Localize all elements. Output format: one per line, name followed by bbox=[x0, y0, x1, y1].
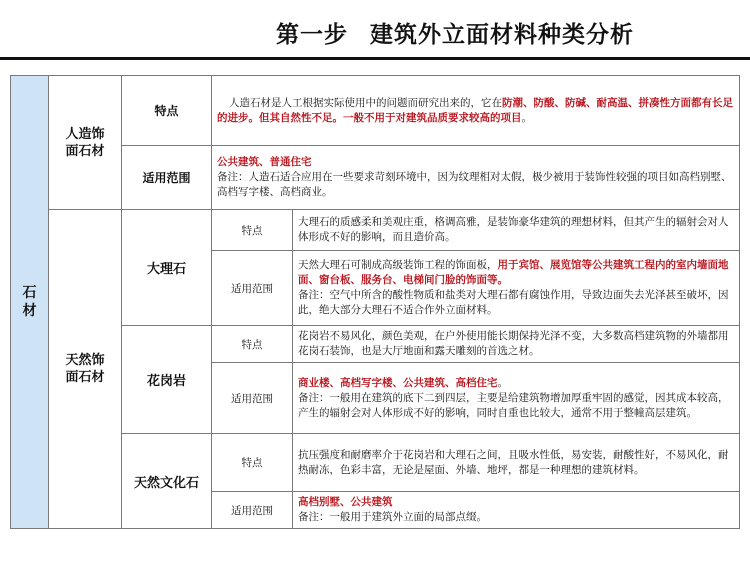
note-text: 备注：一般用在建筑的底下二到四层，主要是给建筑物增加厚重牢固的感觉，因其成本较高，产生的辐射会对人体形成不好的影响，同时自重也比较大，通常不用于整幢高层建筑。 bbox=[298, 391, 729, 419]
category-name-line: 面石材 bbox=[65, 143, 105, 159]
category-name-line: 人造饰 bbox=[65, 126, 105, 142]
text-segment: 人造石材是人工根据实际使用中的问题而研究出来的，它在 bbox=[229, 96, 502, 109]
page-title bbox=[276, 16, 634, 49]
title-text: 建筑外立面材料种类分析 bbox=[370, 22, 634, 48]
note-text: 备注：一般用于建筑外立面的局部点缀。 bbox=[298, 511, 487, 523]
culture-stone-scope-text bbox=[293, 492, 740, 529]
highlight-text: 商业楼、高档写字楼、公共建筑、高档住宅 bbox=[298, 376, 498, 389]
culture-stone-scope-label: 适用范围 bbox=[212, 492, 293, 529]
table-row bbox=[11, 76, 740, 146]
highlight-text: 高档别墅、公共建筑 bbox=[298, 496, 393, 508]
note-text: 备注：人造石适合应用在一些要求苛刻环境中，因为纹理相对太假，极少被用于装饰性较强的项目如高档别墅、高档写字楼、高档商业。 bbox=[217, 171, 732, 198]
title-divider bbox=[0, 57, 750, 60]
category-natural bbox=[49, 210, 122, 529]
granite-scope-label: 适用范围 bbox=[212, 363, 293, 434]
culture-stone-features-label: 特点 bbox=[212, 434, 293, 492]
artificial-scope-text bbox=[212, 146, 740, 210]
marble-name: 大理石 bbox=[122, 210, 212, 326]
main-category-label: 石 材 bbox=[22, 285, 37, 319]
granite-scope-text bbox=[293, 363, 740, 434]
artificial-features-text bbox=[212, 76, 740, 146]
highlight-text: 防潮、防酸、防碱、耐高温、拼凑性方面都有长足的进步。但其自然性不足。一般不用于对建筑品质要求较高的项目 bbox=[217, 96, 733, 124]
main-category-cell bbox=[11, 76, 49, 529]
artificial-features-label: 特点 bbox=[122, 76, 212, 146]
category-name-line: 天然饰 bbox=[65, 353, 105, 368]
granite-features-text: 花岗岩不易风化，颜色美观，在户外使用能长期保持光泽不变，大多数高档建筑物的外墙都用花岗石装饰，也是大厅地面和露天雕刻的首选之材。 bbox=[293, 326, 740, 363]
text-segment: 。 bbox=[521, 111, 532, 124]
culture-stone-name: 天然文化石 bbox=[122, 434, 212, 529]
step-label: 第一步 bbox=[276, 22, 348, 48]
note-text: 备注：空气中所含的酸性物质和盐类对大理石都有腐蚀作用，导致边面失去光泽甚至破坏，因此，绝大部分大理石不适合作外立面材料。 bbox=[298, 289, 729, 316]
text-segment: 天然大理石可制成高级装饰工程的饰面板， bbox=[298, 259, 498, 271]
text-segment: 。 bbox=[497, 376, 508, 389]
category-artificial bbox=[49, 76, 122, 210]
marble-scope-text bbox=[293, 251, 740, 326]
highlight-text: 用于宾馆、展览馆等公共建筑工程内的室内墙面地面、窗台板、服务台、电梯间门脸的饰面等。 bbox=[298, 259, 729, 286]
category-name-line: 面石材 bbox=[65, 370, 105, 385]
granite-features-label: 特点 bbox=[212, 326, 293, 363]
highlight-text: 公共建筑、普通住宅 bbox=[217, 156, 312, 168]
artificial-scope-label: 适用范围 bbox=[122, 146, 212, 210]
table-row bbox=[11, 210, 740, 251]
culture-stone-features-text: 抗压强度和耐磨率介于花岗岩和大理石之间，且吸水性低，易安装，耐酸性好，不易风化，耐热耐冻，色彩丰富，无论是屋面、外墙、地坪，都是一种理想的建筑材料。 bbox=[293, 434, 740, 492]
materials-table bbox=[10, 75, 740, 529]
marble-features-text: 大理石的质感柔和美观庄重，格调高雅，是装饰豪华建筑的理想材料，但其产生的辐射会对人体形成不好的影响，而且造价高。 bbox=[293, 210, 740, 251]
marble-scope-label: 适用范围 bbox=[212, 251, 293, 326]
marble-features-label: 特点 bbox=[212, 210, 293, 251]
granite-name: 花岗岩 bbox=[122, 326, 212, 434]
